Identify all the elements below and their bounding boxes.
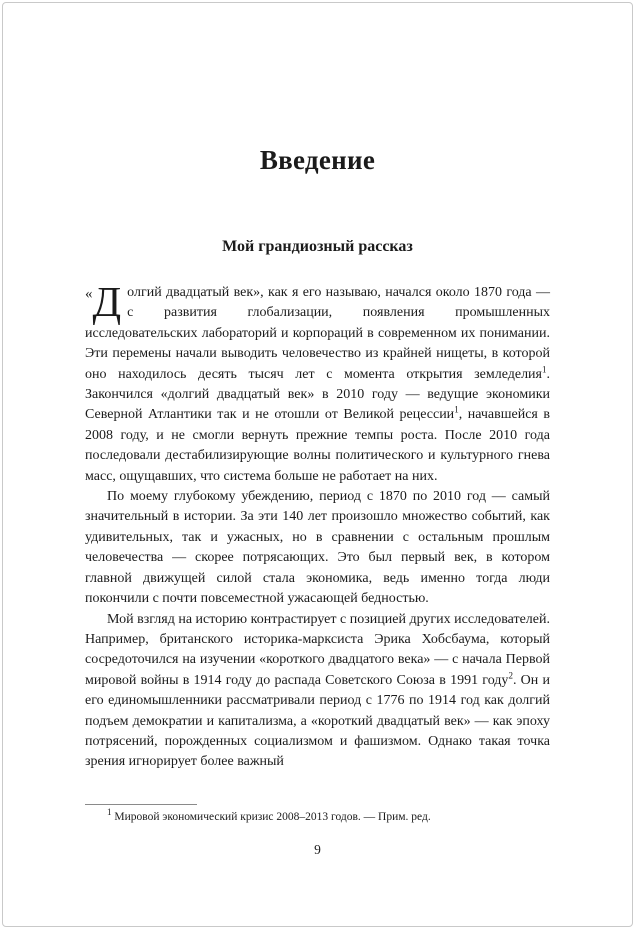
drop-cap-quote: « [85, 286, 93, 302]
drop-cap-letter: Д [92, 280, 122, 326]
page-number: 9 [314, 842, 321, 857]
paragraph: По моему глубокому убеждению, период с 1870 по 2010 год — самый значительный в истории. За эти 140 лет произошло множество событий, как удивительных, так и ужасных, но в сравнении с остальным прошлым человечества — скорее потрясающих. Это был первый век, в котором главной движущей силой стала экономика, ведь именно тогда люди покончили с почти повсеместной ужасающей бедностью. [85, 489, 550, 607]
footnote-ref: 1 [454, 404, 459, 415]
footnote-separator [85, 804, 197, 805]
footnote-ref: 2 [508, 670, 513, 681]
chapter-title: Введение [259, 145, 376, 175]
drop-cap [85, 280, 122, 326]
footnote-text: Мировой экономический кризис 2008–2013 годов. — Прим. ред. [111, 811, 431, 823]
body-paragraphs [85, 256, 550, 773]
footnote-marker: 1 [107, 807, 112, 818]
footnote [85, 807, 550, 825]
paragraph: « Д олгий двадцатый век», как я его называю, начался около 1870 года — с развития глобализации, появления промышленных исследовательских лабораторий и корпораций в современном их понимании. Эти перемены начали выводить человечество из крайней нищеты, в которой оно находилось десять тысяч лет с момента открытия земледелия$^1$. Закончился «долгий двадцатый век» в 2010 году — ведущие экономики Северной Атлантики так и не отошли от Великой рецессии$^1$, начавшейся в 2008 году, и не смогли вернуть прежние темпы роста. После 2010 года последовали дестабилизирующие волны политического и культурного гнева масс, ощущавших, что система больше не работает на них. [85, 280, 551, 484]
footnote-ref: 1 [542, 363, 547, 374]
section-title: Мой грандиозный рассказ [222, 238, 413, 255]
footnote-block [85, 804, 550, 825]
paragraph: Мой взгляд на историю контрастирует с позицией других исследователей. Например, британского историка-марксиста Эрика Хобсбаума, который сосредоточился на изучении «короткого двадцатого века» — с начала Первой мировой войны в 1914 году до распада Советского Союза в 1991 году$^2$. Он и его единомышленники рассматривали период с 1776 по 1914 год как долгий подъем демократии и капитализма, а «короткий двадцатый век» — как эпоху потрясений, порожденных социализмом и фашизмом. Однако такая точка зрения игнорирует более важный [85, 611, 550, 770]
page-content [85, 0, 550, 773]
